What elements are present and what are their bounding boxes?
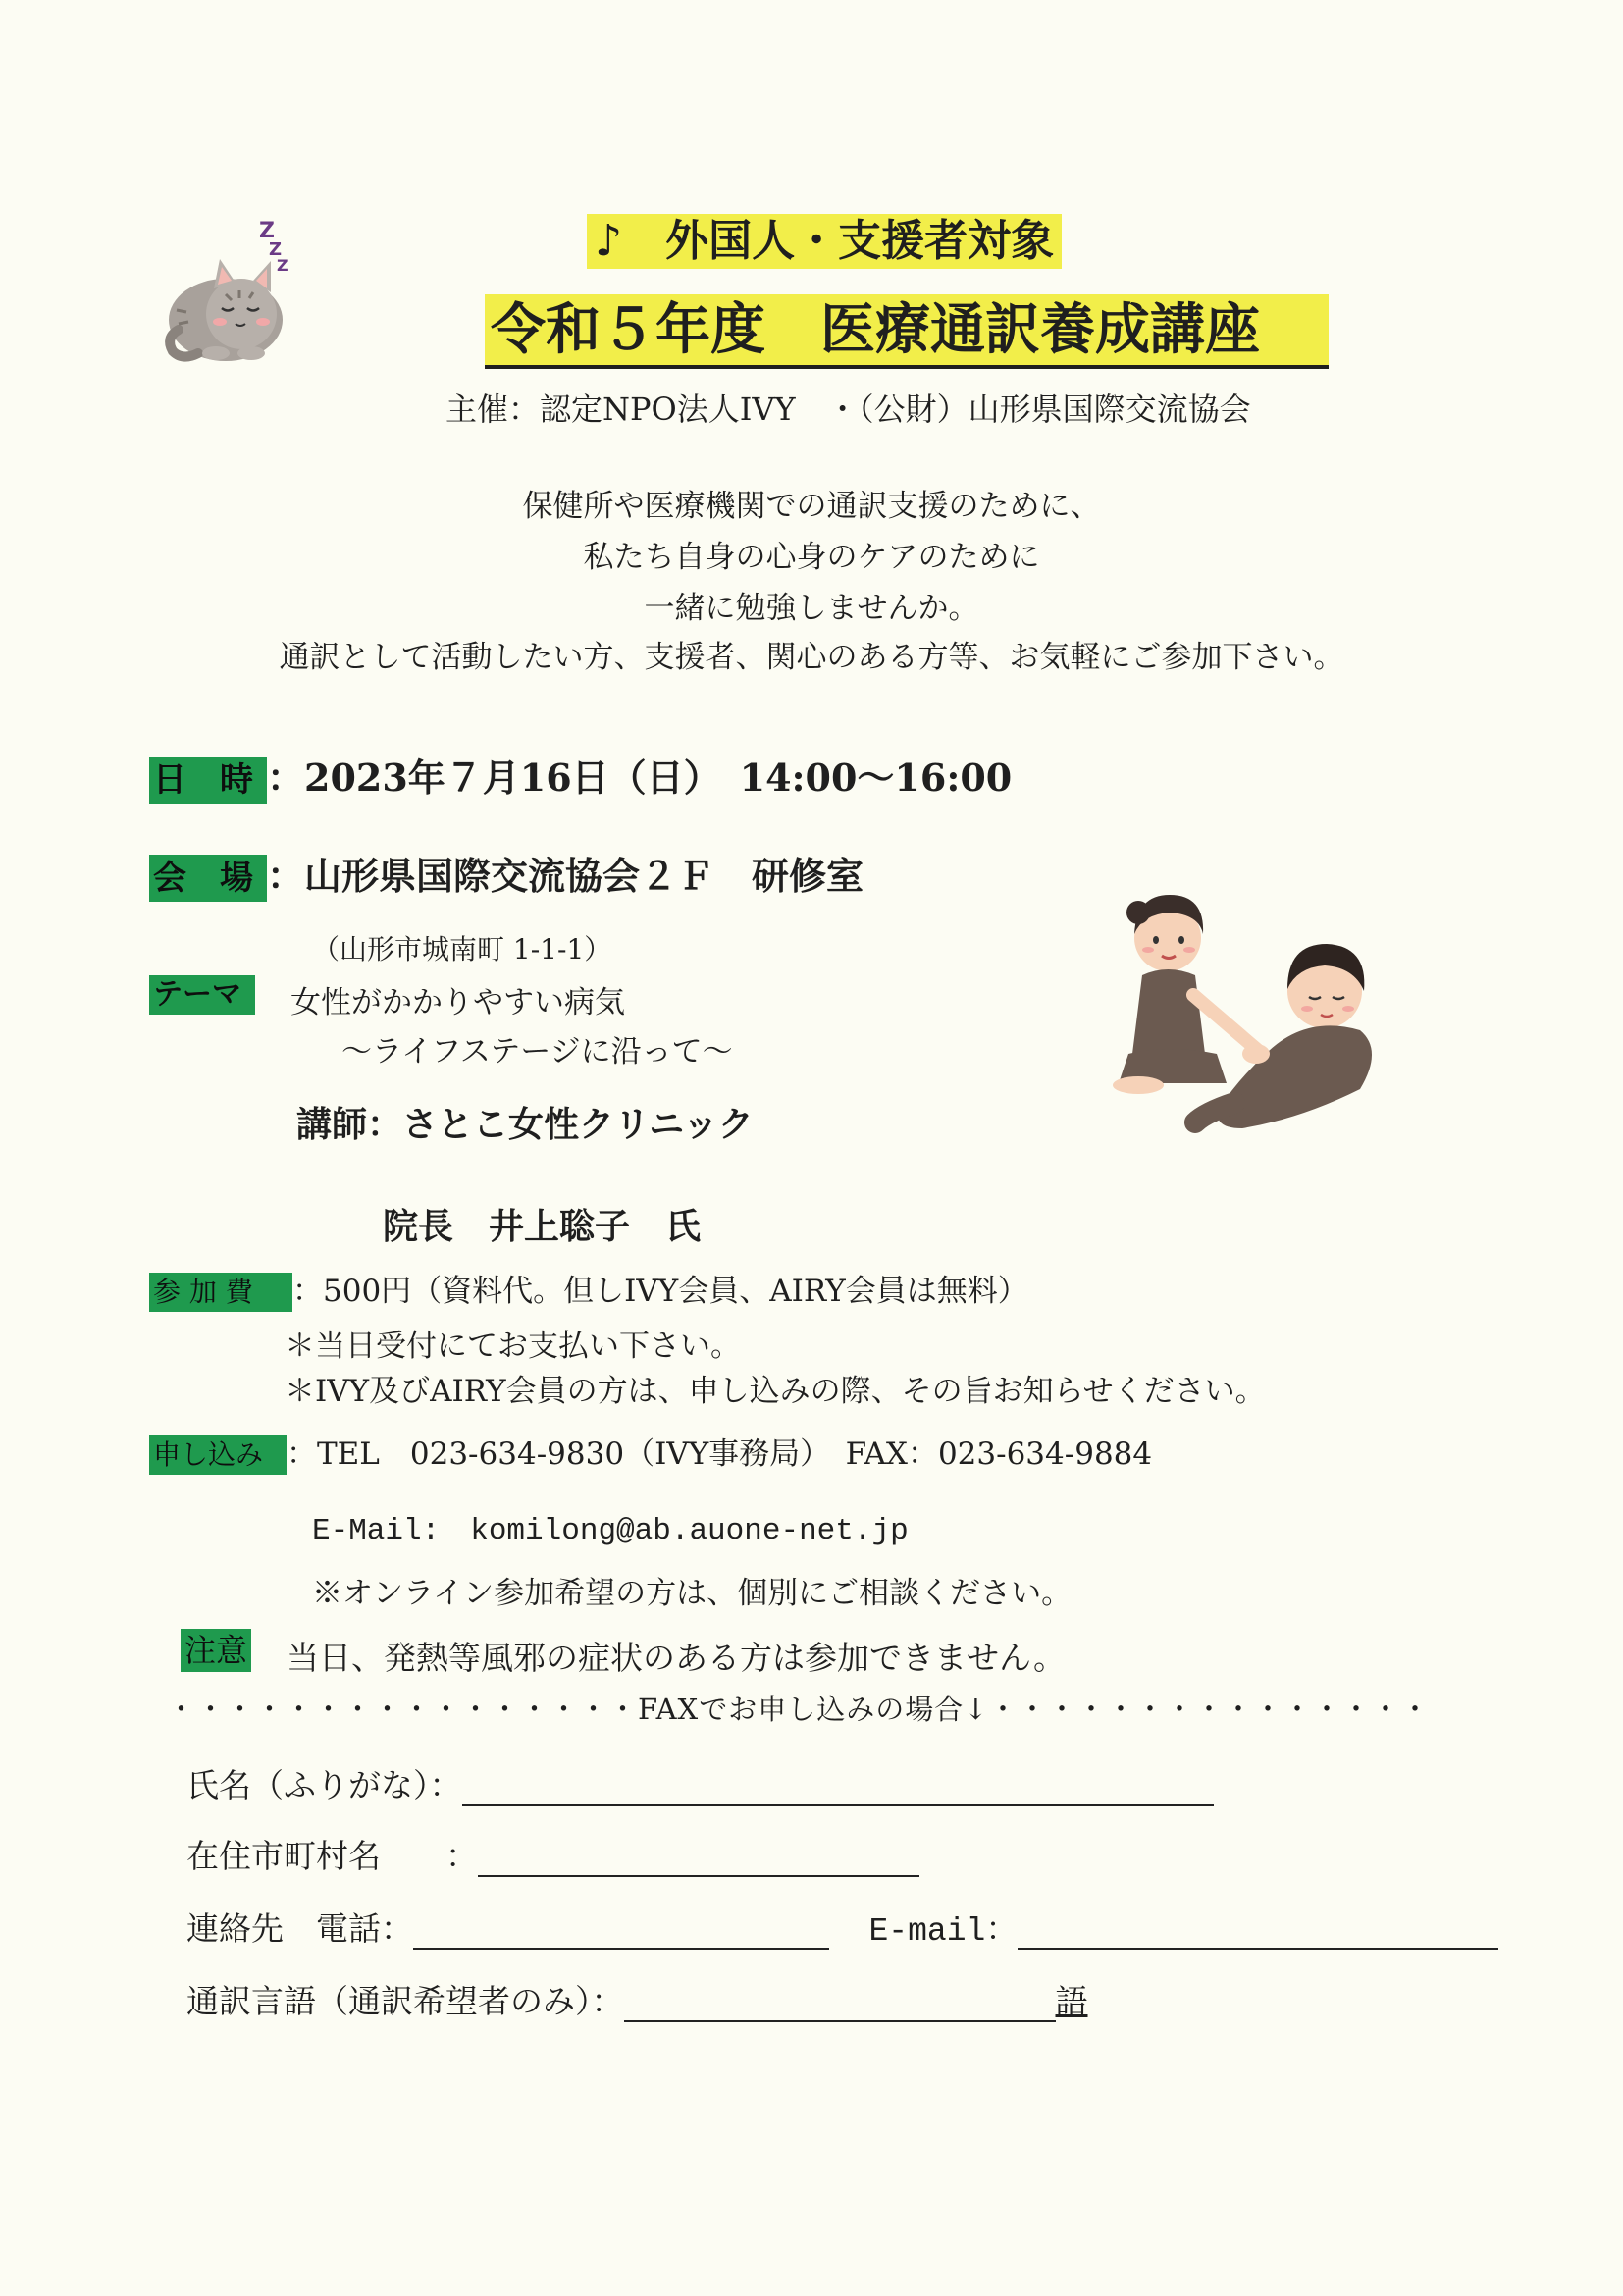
form-language-suffix: 語 [1055,1982,1088,2020]
venue-address: （山形市城南町 1-1-1） [312,933,612,965]
caution-label: 注意 [181,1629,251,1672]
target-audience-banner: ♪ 外国人・支援者対象 [587,214,1062,269]
theme-row [149,975,255,1015]
form-city-field[interactable] [478,1842,919,1877]
apply-label: 申し込み [149,1435,287,1475]
caution-text: 当日、発熱等風邪の症状のある方は参加できません。 [287,1639,1066,1677]
form-contact-row [186,1904,1498,1950]
apply-email: E-Mail: komilong@ab.auone-net.jp [312,1514,909,1548]
caution-row [181,1629,251,1672]
form-city-label: 在住市町村名 ： [186,1837,478,1875]
datetime-value: ：2023年７月16日（日） 14:00〜16:00 [267,756,1013,800]
fee-row [149,1266,1028,1312]
venue-value: ：山形県国際交流協会２Ｆ 研修室 [267,854,864,898]
fee-note-2: ＊IVY及びAIRY会員の方は、申し込みの際、その旨お知らせください。 [285,1374,1266,1409]
intro-line-4: 通訳として活動したい方、支援者、関心のある方等、お気軽にご参加下さい。 [279,640,1344,675]
lecturer-line-1: 講師：さとこ女性クリニック [296,1104,754,1145]
apply-tel-fax: ：TEL 023-634-9830（IVY事務局） FAX：023-634-9884 [287,1436,1153,1472]
intro-line-2: 私たち自身の心身のケアのために [583,540,1040,575]
theme-label: テーマ [149,975,255,1015]
fee-value: ：500円（資料代。但しIVY会員、AIRY会員は無料） [292,1274,1028,1309]
fee-label: 参 加 費 [149,1273,292,1312]
sleeping-cat-icon [157,212,314,373]
datetime-label: 日 時 [149,757,267,804]
form-email-field[interactable] [1018,1914,1498,1950]
form-city-row [186,1831,919,1877]
fee-note-1: ＊当日受付にてお支払い下さい。 [285,1329,741,1364]
form-language-label: 通訳言語（通訳希望者のみ）： [186,1982,624,2020]
svg-text:Z: Z [269,239,283,260]
form-name-field[interactable] [462,1771,1214,1806]
zzz-text: Z [259,219,275,243]
datetime-row [149,748,1012,804]
organizers: 主催：認定NPO法人IVY ・（公財）山形県国際交流協会 [445,391,1251,428]
form-language-row [186,1976,1088,2022]
svg-text:Z: Z [277,256,288,275]
apply-row [149,1429,1152,1475]
venue-label: 会 場 [149,855,267,902]
apply-online-note: ※オンライン参加希望の方は、個別にご相談ください。 [312,1576,1073,1611]
form-phone-field[interactable] [413,1914,829,1950]
theme-line-2: 〜ライフステージに沿って〜 [341,1034,733,1070]
partner-stretch-icon [1099,887,1393,1156]
form-name-label: 氏名（ふりがな）： [186,1766,462,1804]
venue-row [149,846,864,902]
fax-divider: ・・・・・・・・・・・・・・・・FAXでお申し込みの場合↓・・・・・・・・・・・・・・・ [167,1693,1431,1726]
theme-line-1: 女性がかかりやすい病気 [290,985,625,1020]
page-title: 令和５年度 医療通訳養成講座 [485,294,1329,369]
intro-line-3: 一緒に勉強しませんか。 [644,591,979,626]
form-phone-label: 連絡先 電話： [186,1909,413,1948]
lecturer-line-2: 院長 井上聡子 氏 [383,1206,702,1247]
form-email-label: E-mail： [868,1913,1019,1950]
form-language-field[interactable] [624,1987,1056,2022]
form-name-row [186,1760,1214,1806]
intro-line-1: 保健所や医療機関での通訳支援のために、 [522,489,1101,524]
